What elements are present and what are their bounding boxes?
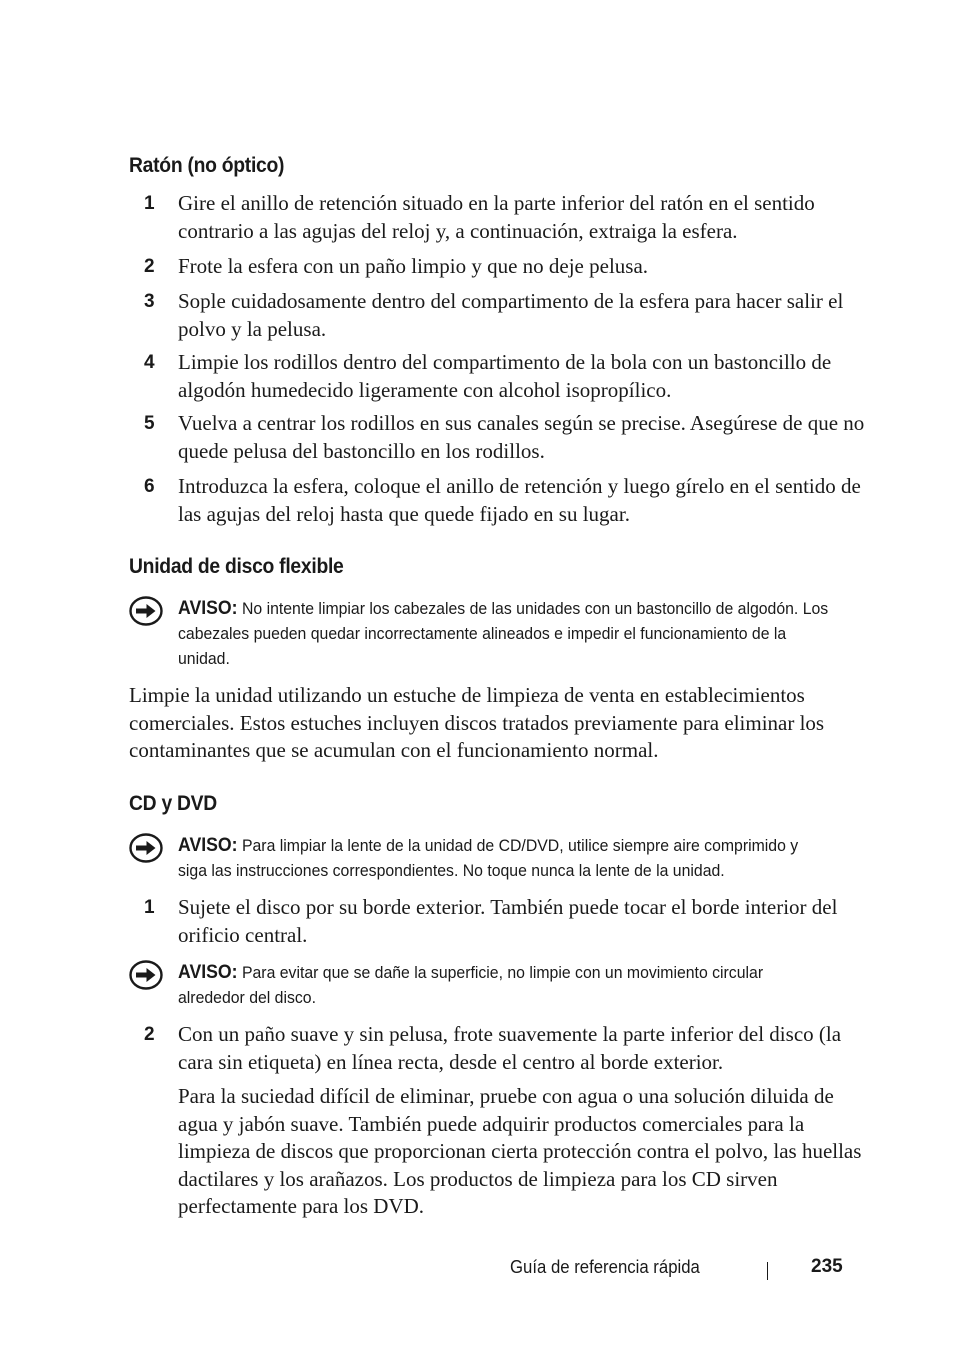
step-number: 2: [144, 256, 155, 277]
step-text: Gire el anillo de retención situado en la parte inferior del ratón en el sentido contrario a las agujas del reloj y, a continuación, extraiga la esfera.: [178, 191, 815, 243]
step-number: 5: [144, 413, 155, 434]
step-number: 1: [144, 193, 155, 214]
notice-body: Para limpiar la lente de la unidad de CD/DVD, utilice siempre aire comprimido y siga las instrucciones correspondientes. No toque nunca la lente de la unidad.: [178, 836, 799, 880]
section-heading-floppy: Unidad de disco flexible: [129, 555, 344, 578]
step-text: Limpie los rodillos dentro del compartimento de la bola con un bastoncillo de algodón humedecido ligeramente con alcohol isopropílico.: [178, 350, 832, 402]
notice-arrow-icon: [129, 960, 163, 990]
notice-body: No intente limpiar los cabezales de las unidades con un bastoncillo de algodón. Los cabezales pueden quedar incorrectamente alineados e impedir el funcionamiento de la unidad.: [178, 599, 829, 668]
step-followup-paragraph: Para la suciedad difícil de eliminar, pruebe con agua o una solución diluida de agua y jabón suave. También puede adquirir productos comerciales para la limpieza de discos que proporcionan cierta protección contra el polvo, las huellas dactilares y los arañazos. Los productos de limpieza para los CD sirven perfectamente para los DVD.: [178, 1084, 862, 1218]
notice-arrow-icon: [129, 833, 163, 863]
notice-label: AVISO:: [178, 962, 238, 983]
section-heading-cd-dvd: CD y DVD: [129, 792, 217, 815]
step-number: 3: [144, 291, 155, 312]
step-text: Sople cuidadosamente dentro del compartimento de la esfera para hacer salir el polvo y la pelusa.: [178, 289, 844, 341]
notice-text: [178, 596, 829, 671]
notice-body: Para evitar que se dañe la superficie, no limpie con un movimiento circular alrededor del disco.: [178, 963, 764, 1007]
step-number: 4: [144, 352, 155, 373]
step-number: 6: [144, 476, 155, 497]
notice-text: [178, 960, 829, 1010]
notice-label: AVISO:: [178, 598, 238, 619]
notice-arrow-icon: [129, 596, 163, 626]
step-text: Frote la esfera con un paño limpio y que no deje pelusa.: [178, 254, 649, 278]
step-text: Sujete el disco por su borde exterior. También puede tocar el borde interior del orificio central.: [178, 895, 838, 947]
notice-text: [178, 833, 829, 883]
step-text: Vuelva a centrar los rodillos en sus canales según se precise. Asegúrese de que no quede pelusa del bastoncillo en los rodillos.: [178, 411, 865, 463]
page-number: 235: [811, 1256, 843, 1277]
body-paragraph: Limpie la unidad utilizando un estuche de limpieza de venta en establecimientos comerciales. Estos estuches incluyen discos tratados previamente para eliminar los contaminantes que se acumulan con el funcionamiento normal.: [129, 683, 825, 762]
footer-title: Guía de referencia rápida: [510, 1257, 700, 1277]
section-heading-mouse: Ratón (no óptico): [129, 154, 285, 177]
footer-separator: [767, 1262, 768, 1280]
step-text: Introduzca la esfera, coloque el anillo de retención y luego gírelo en el sentido de las agujas del reloj hasta que quede fijado en su lugar.: [178, 474, 861, 526]
step-text: Con un paño suave y sin pelusa, frote suavemente la parte inferior del disco (la cara sin etiqueta) en línea recta, desde el centro al borde exterior.: [178, 1022, 842, 1074]
notice-label: AVISO:: [178, 835, 238, 856]
step-number: 1: [144, 897, 155, 918]
step-number: 2: [144, 1024, 155, 1045]
